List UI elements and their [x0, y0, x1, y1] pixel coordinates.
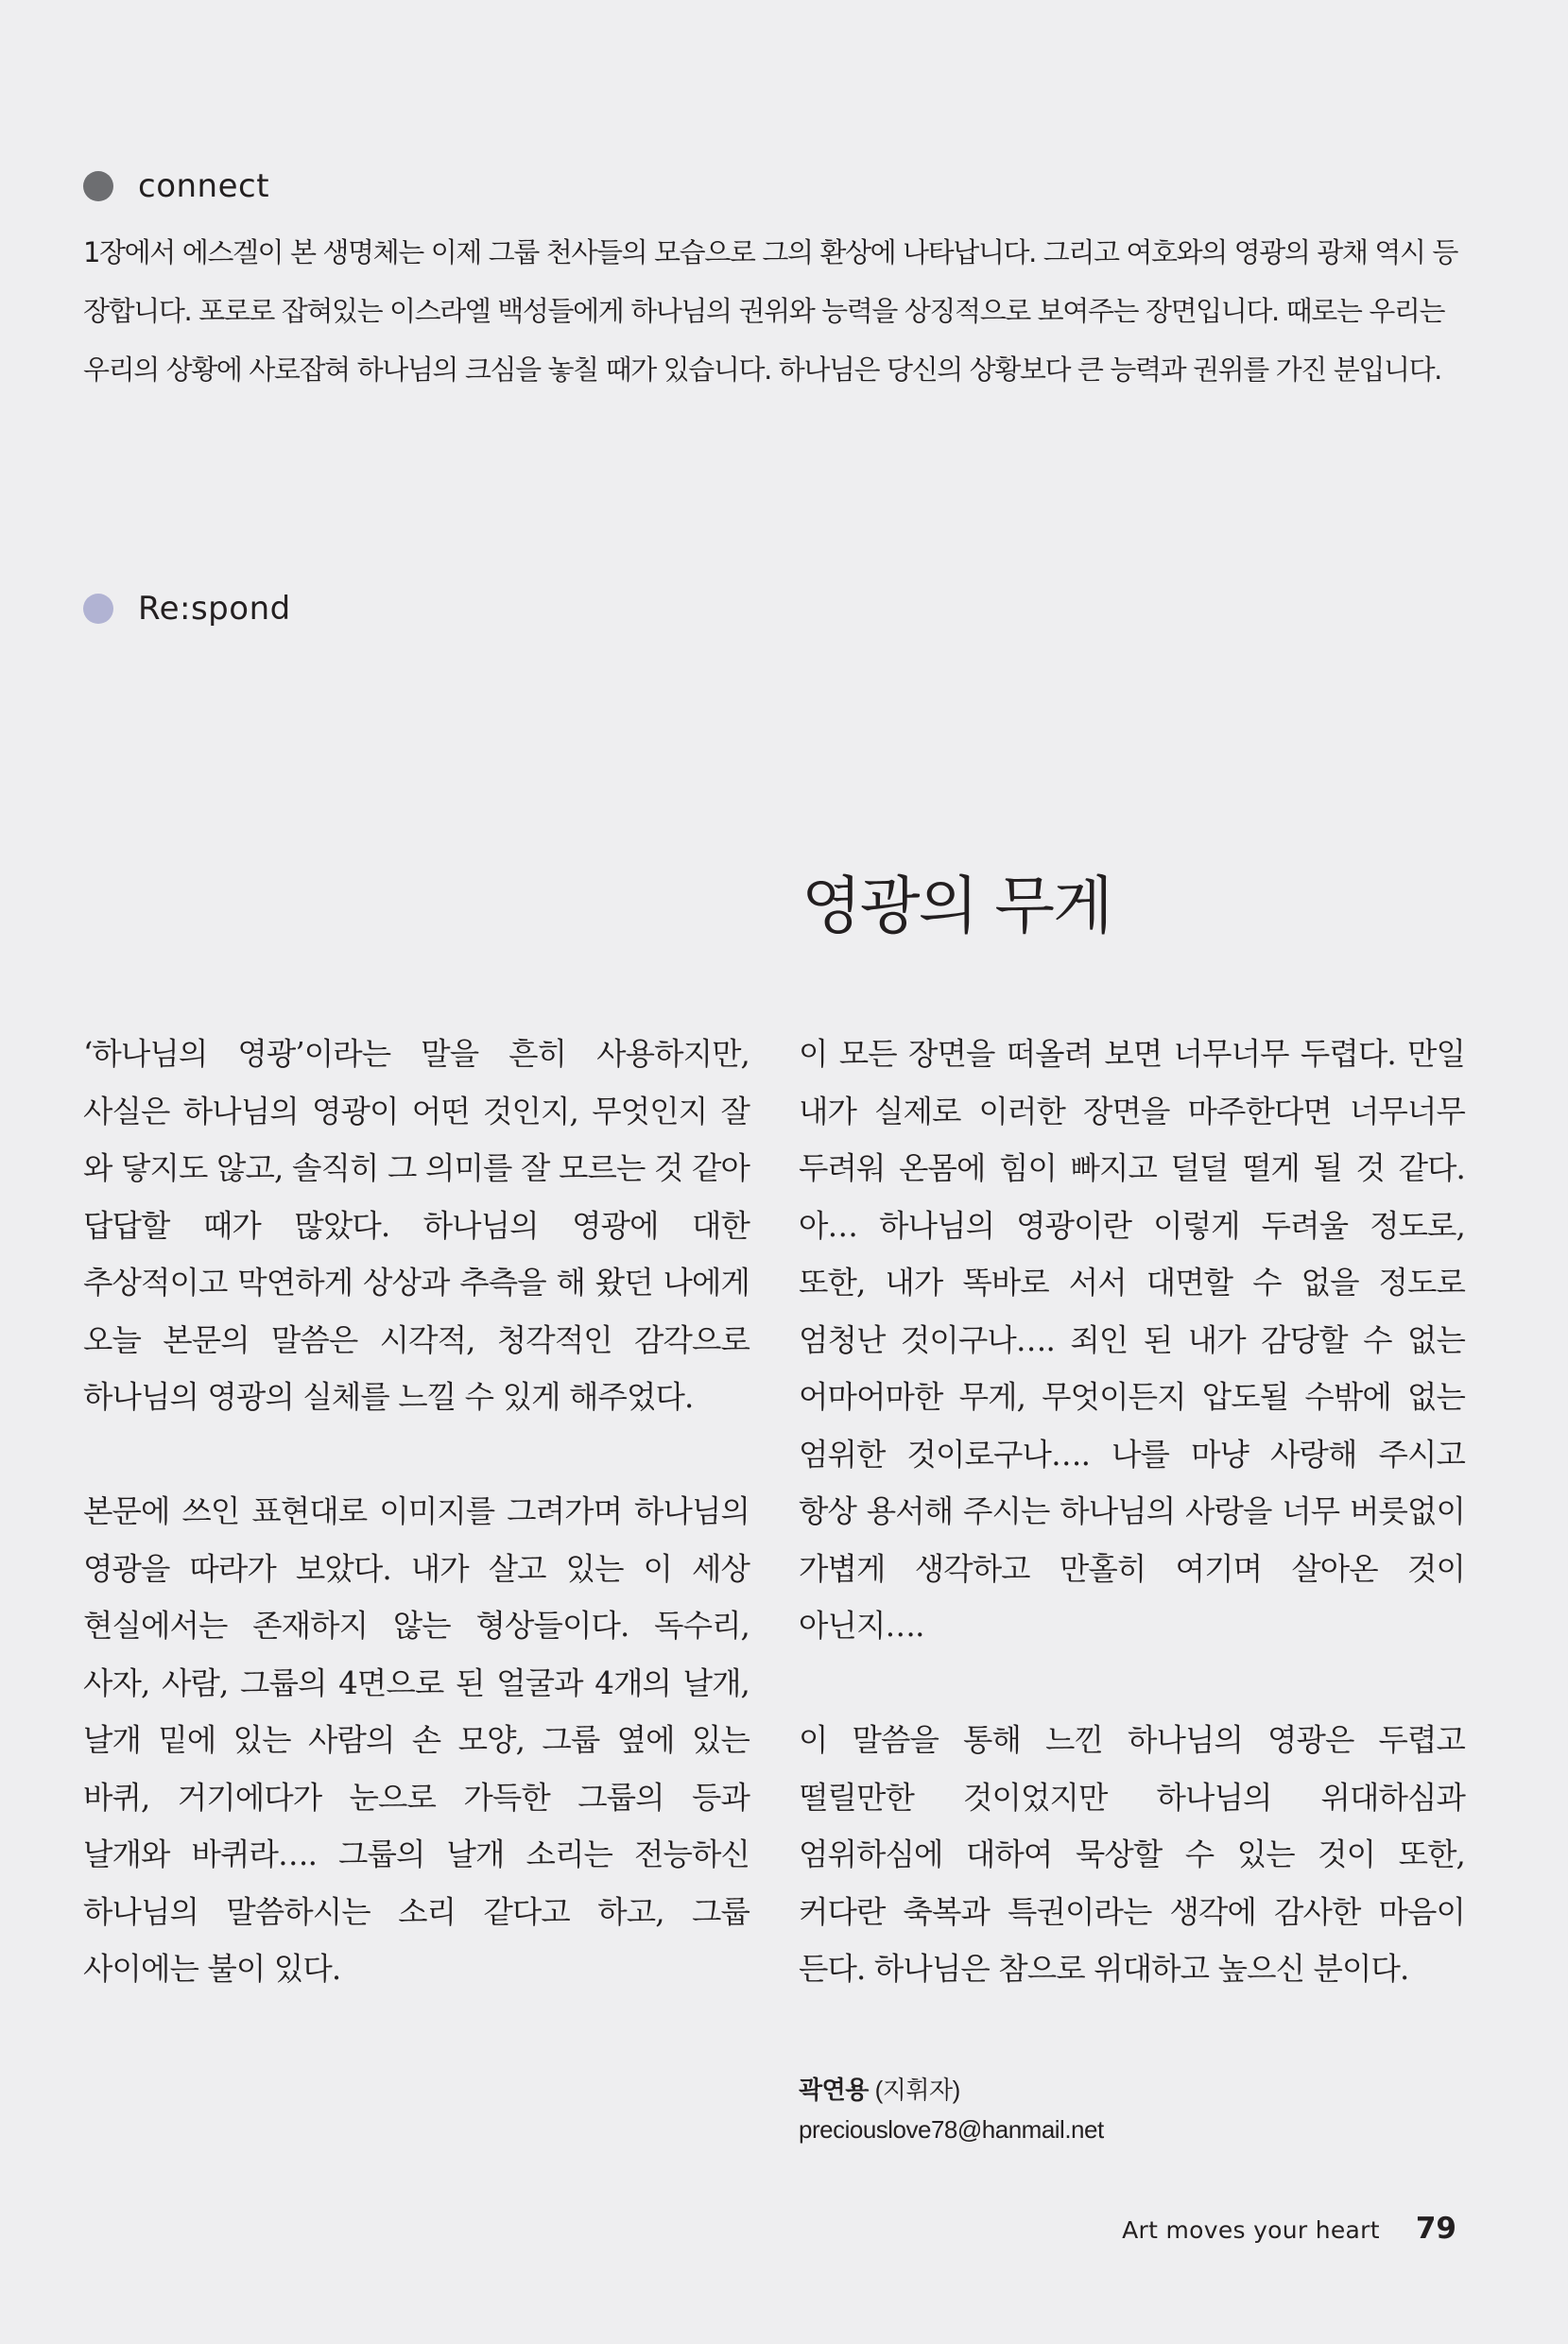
article-left-column [83, 1026, 750, 1998]
respond-bullet-icon [83, 594, 113, 624]
connect-label: connect [138, 167, 270, 205]
article-right-column [799, 1026, 1465, 1998]
article-paragraph: 본문에 쓰인 표현대로 이미지를 그려가며 하나님의 영광을 따라가 보았다. 내가 살고 있는 이 세상 현실에서는 존재하지 않는 형상들이다. 독수리, 사자, 사람, 그룹의 4면으로 된 얼굴과 4개의 날개, 날개 밑에 있는 사람의 손 모양, 그룹 옆에 있는 바퀴, 거기에다가 눈으로 가득한 그룹의 등과 날개와 바퀴라…. 그룹의 날개 소리는 전능하신 하나님의 말씀하시는 소리 같다고 하고, 그룹 사이에는 불이 있다. [83, 1493, 750, 1987]
article-paragraph: ‘하나님의 영광’이라는 말을 흔히 사용하지만, 사실은 하나님의 영광이 어떤 것인지, 무엇인지 잘 와 닿지도 않고, 솔직히 그 의미를 잘 모르는 것 같아 답답할 때가 많았다. 하나님의 영광에 대한 추상적이고 막연하게 상상과 추측을 해 왔던 나에게 오늘 본문의 말씀은 시각적, 청각적인 감각으로 하나님의 영광의 실체를 느낄 수 있게 해주었다. [83, 1036, 750, 1415]
connect-section-header [83, 167, 269, 205]
connect-bullet-icon [83, 171, 113, 201]
author-block [799, 2070, 1104, 2149]
respond-label: Re:spond [138, 590, 291, 628]
article-paragraph: 이 말씀을 통해 느낀 하나님의 영광은 두렵고 떨릴만한 것이었지만 하나님의 위대하심과 엄위하심에 대하여 묵상할 수 있는 것이 또한, 커다란 축복과 특권이라는 생각에 감사한 마음이 든다. 하나님은 참으로 위대하고 높으신 분이다. [799, 1722, 1465, 1987]
page-footer [1122, 2212, 1456, 2246]
author-line [799, 2070, 1104, 2110]
article-paragraph: 이 모든 장면을 떠올려 보면 너무너무 두렵다. 만일 내가 실제로 이러한 장면을 마주한다면 너무너무 두려워 온몸에 힘이 빠지고 덜덜 떨게 될 것 같다. 아… 하나님의 영광이란 이렇게 두려울 정도로, 또한, 내가 똑바로 서서 대면할 수 없을 정도로 엄청난 것이구나…. 죄인 된 내가 감당할 수 없는 어마어마한 무게, 무엇이든지 압도될 수밖에 없는 엄위한 것이로구나…. 나를 마냥 사랑해 주시고 항상 용서해 주시는 하나님의 사랑을 너무 버릇없이 가볍게 생각하고 만홀히 여기며 살아온 것이 아닌지…. [799, 1036, 1465, 1644]
connect-paragraph: 1장에서 에스겔이 본 생명체는 이제 그룹 천사들의 모습으로 그의 환상에 나타납니다. 그리고 여호와의 영광의 광채 역시 등장합니다. 포로로 잡혀있는 이스라엘 백성들에게 하나님의 권위와 능력을 상징적으로 보여주는 장면입니다. 때로는 우리는 우리의 상황에 사로잡혀 하나님의 크심을 놓칠 때가 있습니다. 하나님은 당신의 상황보다 큰 능력과 권위를 가진 분입니다. [83, 236, 1458, 386]
author-email: preciouslove78@hanmail.net [799, 2115, 1104, 2144]
author-role: (지휘자) [874, 2076, 960, 2104]
footer-tagline: Art moves your heart [1122, 2216, 1380, 2244]
author-name: 곽연용 [799, 2076, 869, 2104]
article-title: 영광의 무게 [801, 870, 1111, 942]
page-number: 79 [1415, 2212, 1456, 2246]
connect-body [83, 223, 1463, 399]
respond-section-header [83, 590, 291, 628]
